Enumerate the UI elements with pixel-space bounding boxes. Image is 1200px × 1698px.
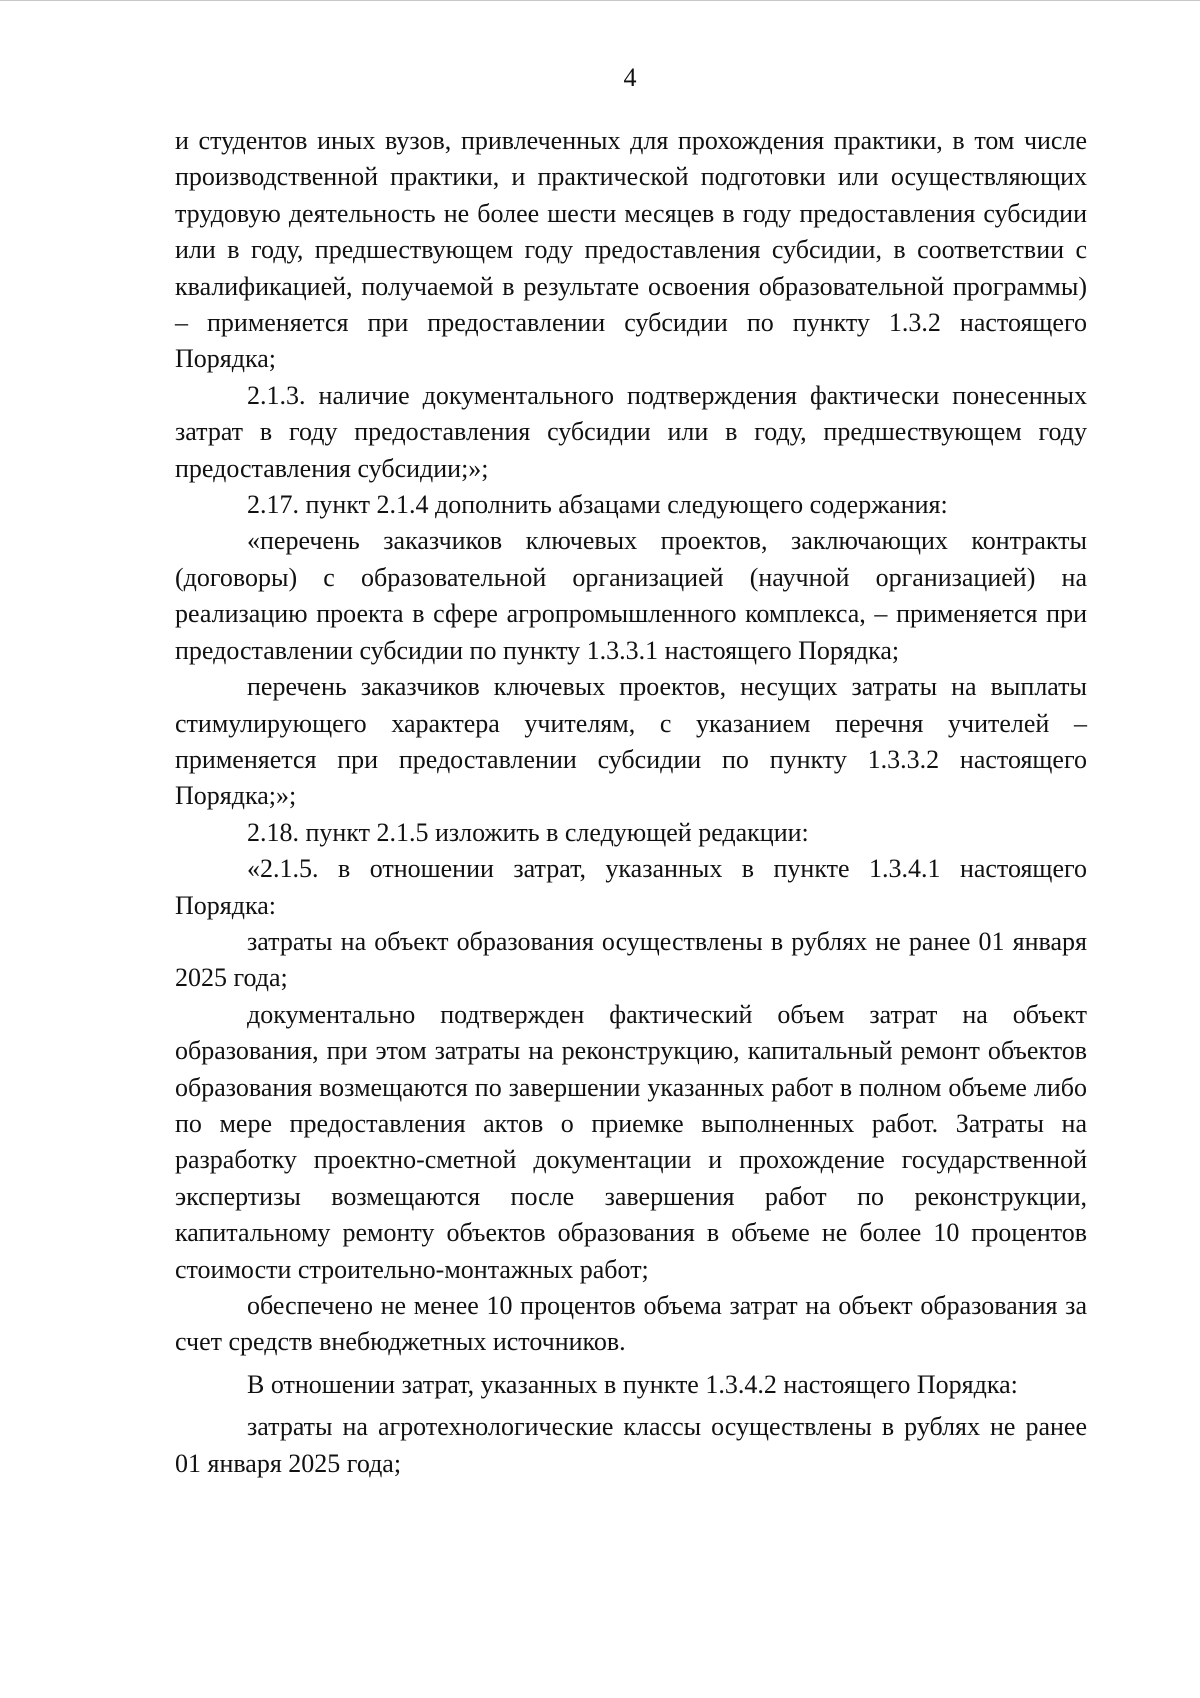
paragraph: затраты на объект образования осуществлены в рублях не ранее 01 января 2025 года; — [175, 926, 1087, 993]
paragraph: документально подтвержден фактический объем затрат на объект образования, при этом затраты на реконструкцию, капитальный ремонт объектов образования возмещаются по завершении указанных работ в полном объеме либо по мере предоставления актов о приемке выполненных работ. Затраты на разработку проектно-сметной документации и прохождение государственной экспертизы возмещаются после завершения работ по реконструкции, капитальному ремонту объектов образования в объеме не более 10 процентов стоимости строительно-монтажных работ; — [175, 999, 1087, 1284]
paragraph: 2.1.3. наличие документального подтверждения фактически понесенных затрат в году предоставления субсидии или в году, предшествующем году предоставления субсидии;»; — [175, 380, 1087, 483]
paragraph: перечень заказчиков ключевых проектов, несущих затраты на выплаты стимулирующего характера учителям, с указанием перечня учителей – применяется при предоставлении субсидии по пункту 1.3.3.2 настоящего Порядка;»; — [175, 672, 1087, 811]
document-body — [175, 123, 1087, 1482]
paragraph: обеспечено не менее 10 процентов объема затрат на объект образования за счет средств внебюджетных источников. — [175, 1291, 1087, 1357]
paragraph: 2.17. пункт 2.1.4 дополнить абзацами следующего содержания: — [247, 490, 948, 520]
paragraph: затраты на агротехнологические классы осуществлены в рублях не ранее 01 января 2025 года; — [175, 1412, 1087, 1478]
paragraph: «перечень заказчиков ключевых проектов, заключающих контракты (договоры) с образовательной организацией (научной организацией) на реализацию проекта в сфере агропромышленного комплекса, – применяется при предоставлении субсидии по пункту 1.3.3.1 настоящего Порядка; — [175, 526, 1087, 665]
paragraph: В отношении затрат, указанных в пункте 1.3.4.2 настоящего Порядка: — [247, 1369, 1018, 1399]
page-number: 4 — [623, 63, 637, 92]
paragraph: и студентов иных вузов, привлеченных для прохождения практики, в том числе производственной практики, и практической подготовки или осуществляющих трудовую деятельность не более шести месяцев в году предоставления субсидии или в году, предшествующем году предоставления субсидии, в соответствии с квалификацией, получаемой в результате освоения образовательной программы) – применяется при предоставлении субсидии по пункту 1.3.2 настоящего Порядка; — [175, 126, 1087, 374]
paragraph: 2.18. пункт 2.1.5 изложить в следующей редакции: — [247, 817, 809, 847]
paragraph: «2.1.5. в отношении затрат, указанных в пункте 1.3.4.1 настоящего Порядка: — [175, 854, 1087, 920]
